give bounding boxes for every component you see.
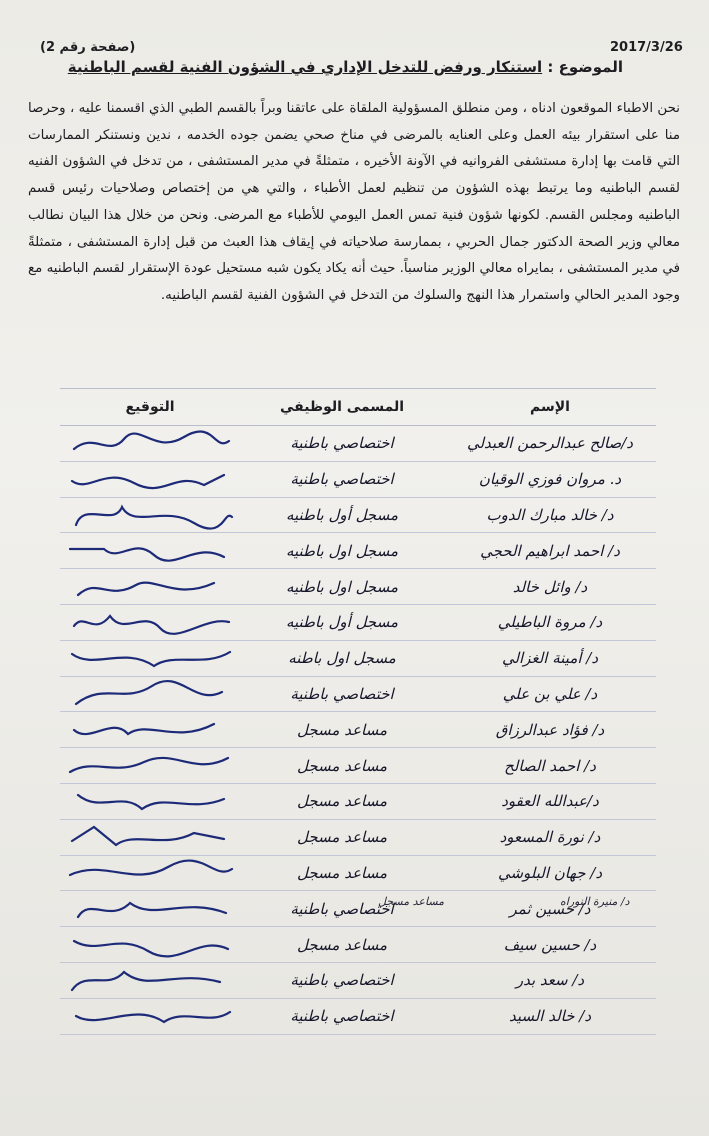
handwritten-signature	[60, 642, 240, 674]
table-row	[60, 927, 656, 963]
handwritten-signature	[60, 785, 240, 817]
signatory-name: د/صالح عبدالرحمن العبدلي	[466, 434, 633, 453]
table-row	[60, 462, 656, 498]
signatory-name: د/ حسين سيف	[503, 935, 597, 954]
signature-scribble	[64, 1000, 236, 1032]
table-row	[60, 426, 656, 462]
table-row	[60, 820, 656, 856]
handwritten-signature	[60, 929, 240, 961]
signature-scribble	[64, 571, 236, 603]
signature-scribble	[64, 499, 236, 531]
signatory-job-title: مساعد مسجل	[296, 863, 388, 882]
handwritten-signature	[60, 750, 240, 782]
signature-scribble	[64, 714, 236, 746]
signature-scribble	[64, 964, 236, 996]
signature-scribble	[64, 606, 236, 638]
table-row	[60, 748, 656, 784]
signatory-name: د/ احمد ابراهيم الحجي	[480, 541, 620, 560]
handwritten-signature	[60, 535, 240, 567]
signature-scribble	[64, 535, 236, 567]
signatory-job-title: مسجل أول باطنيه	[285, 613, 399, 632]
signatory-name: د/ فؤاد عبدالرزاق	[495, 720, 605, 739]
signatory-job-title: اختصاصي باطنية	[290, 470, 394, 489]
margin-annotation: د/ منيرة النوراه	[560, 895, 630, 908]
document-date: 2017/3/26	[610, 40, 683, 55]
signatory-job-title: مساعد مسجل	[296, 756, 388, 775]
statement-paragraph: نحن الاطباء الموقعون ادناه ، ومن منطلق المسؤولية الملقاة على عاتقنا وبراً بالقسم الطبي الذي اقسمنا عليه ، وحرصا منا على استقرار بيئه العمل وعلى العنايه بالمرضى في مناخ صحي يضمن جوده الخدمه ، ندين ونستنكر الممارسات التي قامت بها إدارة مستشفى الفروانيه في الآونة الأخيره ، متمثلةً في مدير المستشفى ، من تدخل في الشؤون الفنيه لقسم الباطنيه وما يرتبط بهذه الشؤون من تنظيم لعمل الأطباء ، والتي هي من إختصاص وصلاحيات رئيس قسم الباطنيه ومجلس القسم. لكونها شؤون فنية تمس العمل اليومي للأطباء مع المرضى. ونحن من خلال هذا البيان نطالب معالي وزير الصحة الدكتور جمال الحربي ، بممارسة صلاحياته في إيقاف هذا العبث من قبل إدارة المستشفى ، متمثلةً في مدير المستشفى ، بمايراه معالي الوزير مناسباً. حيث أنه يكاد يكون شبه مستحيل عودة الإستقرار لقسم الباطنيه مع وجود المدير الحالي واستمرار هذا النهج والسلوك من التدخل في الشؤون الفنية لقسم الباطنيه.	[28, 101, 680, 303]
header-signature: التوقيع	[125, 399, 175, 415]
signatory-name: د/ حسين ثمر	[509, 899, 591, 918]
signatory-name: د/ جهان البلوشي	[497, 863, 603, 882]
table-body	[60, 426, 656, 1035]
signatory-job-title: مساعد مسجل	[296, 792, 388, 811]
handwritten-signature	[60, 893, 240, 925]
signatory-name: د/ أمينة الغزالي	[501, 649, 599, 668]
header-name: الإسم	[530, 399, 570, 415]
signatory-name: د/عبدالله العقود	[501, 792, 599, 811]
signature-scribble	[64, 642, 236, 674]
signature-scribble	[64, 678, 236, 710]
signatory-job-title: مسجل أول باطنيه	[285, 505, 399, 524]
signatory-job-title: مساعد مسجل	[296, 720, 388, 739]
handwritten-signature	[60, 463, 240, 495]
signatory-name: د/ خالد السيد	[508, 1007, 592, 1026]
signatory-job-title: مسجل اول باطنه	[288, 649, 396, 668]
table-row	[60, 856, 656, 892]
signatory-name: د/ سعد بدر	[515, 971, 585, 990]
signatory-job-title: مساعد مسجل	[296, 935, 388, 954]
signatory-name: د/ خالد مبارك الدوب	[486, 505, 614, 524]
signature-scribble	[64, 427, 236, 459]
header-job-title: المسمى الوظيفي	[279, 399, 405, 415]
signatory-job-title: مسجل اول باطنيه	[285, 577, 399, 596]
table-row	[60, 677, 656, 713]
handwritten-signature	[60, 678, 240, 710]
handwritten-signature	[60, 571, 240, 603]
table-row	[60, 569, 656, 605]
signatory-job-title: اختصاصي باطنية	[290, 684, 394, 703]
signature-scribble	[64, 893, 236, 925]
table-row	[60, 498, 656, 534]
signatory-job-title: اختصاصي باطنية	[290, 971, 394, 990]
table-row	[60, 605, 656, 641]
handwritten-signature	[60, 714, 240, 746]
table-row	[60, 712, 656, 748]
subject-line	[68, 58, 623, 76]
signatory-job-title: اختصاصي باطنية	[290, 1007, 394, 1026]
signatory-job-title: اختصاصي باطنية	[290, 899, 394, 918]
handwritten-signature	[60, 821, 240, 853]
subject-label: الموضوع :	[547, 58, 623, 76]
signature-scribble	[64, 929, 236, 961]
table-header-row	[60, 389, 656, 426]
handwritten-signature	[60, 857, 240, 889]
table-row	[60, 963, 656, 999]
signatory-name: د/ احمد الصالح	[504, 756, 596, 775]
signature-scribble	[64, 785, 236, 817]
signature-scribble	[64, 857, 236, 889]
signature-scribble	[64, 750, 236, 782]
subject-title: استنكار ورفض للتدخل الإداري في الشؤون الفنية لقسم الباطنية	[67, 58, 543, 76]
signatory-name: د/ علي بن علي	[502, 684, 598, 703]
signatory-name: د. مروان فوزي الوقيان	[478, 470, 622, 489]
table-row	[60, 641, 656, 677]
signatory-job-title: اختصاصي باطنية	[290, 434, 394, 453]
table-row	[60, 784, 656, 820]
signature-table	[60, 388, 656, 1035]
signature-scribble	[64, 463, 236, 495]
handwritten-signature	[60, 1000, 240, 1032]
margin-annotation: مساعد مسجل	[378, 895, 445, 908]
handwritten-signature	[60, 499, 240, 531]
signatory-job-title: مساعد مسجل	[296, 828, 388, 847]
signatory-name: د/ نورة المسعود	[499, 828, 601, 847]
handwritten-signature	[60, 964, 240, 996]
signatory-name: د/ وائل خالد	[512, 577, 588, 596]
signatory-job-title: مسجل اول باطنيه	[285, 541, 399, 560]
signature-scribble	[64, 821, 236, 853]
table-row	[60, 999, 656, 1035]
handwritten-signature	[60, 427, 240, 459]
page-number-label: (صفحة رقم 2)	[40, 40, 136, 55]
table-row	[60, 533, 656, 569]
handwritten-signature	[60, 606, 240, 638]
signatory-name: د/ مروة الباطيلي	[497, 613, 603, 632]
